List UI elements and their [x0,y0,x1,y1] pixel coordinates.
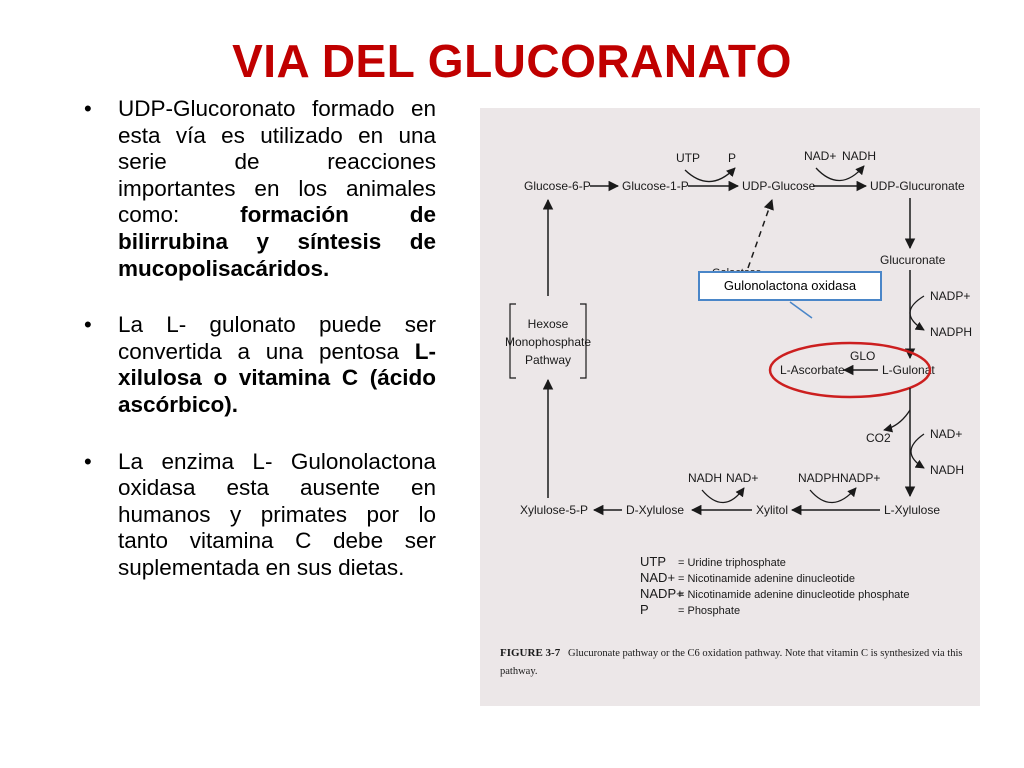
node-glucuronate: Glucuronate [880,253,946,267]
cofactor-nadh-right: NADH [930,463,965,477]
node-l-xylulose: L-Xylulose [884,503,941,517]
slide-title: VIA DEL GLUCORANATO [232,35,792,87]
cofactor-nadph-right: NADPH [930,325,973,339]
node-d-xylulose: D-Xylulose [626,503,685,517]
node-l-ascorbate: L-Ascorbate [780,363,845,377]
cofactor-nad-bottom: NAD+ [726,471,759,485]
bullet-3-text: La enzima L- Gulonolactona oxidasa esta ausente en humanos y primates por lo tanto vitamina C debe ser suplementada en sus dietas. [118,448,436,580]
hmp-label-line3: Pathway [524,353,572,367]
node-xylitol: Xylitol [756,503,789,517]
node-l-gulonate: L-Gulonat [882,363,935,377]
cofactor-co2: CO2 [866,431,891,445]
bullet-2-text: La L- gulonato puede ser convertida a una pentosa [118,312,436,364]
legend-abbr-3: P [640,602,649,617]
legend-abbr-1: NAD+ [640,570,676,585]
cofactor-nadp-right: NADP+ [930,289,971,303]
legend-abbr-2: NADP+ [640,586,684,601]
bullet-2-bold: L-xilulosa o vitamina C (ácido ascórbico). [118,338,436,417]
bullet-1-bold: formación de bilirrubina y síntesis de mucopolisacáridos. [118,202,436,281]
legend-def-1: = Nicotinamide adenine dinucleotide [678,573,856,585]
legend-def-0: = Uridine triphosphate [678,557,786,569]
hmp-label-line2: Monophosphate [504,335,592,349]
node-glucose-1-p: Glucose-1-P [622,179,689,193]
cofactor-nadh-top: NADH [842,149,877,163]
cofactor-nad-top: NAD+ [804,149,837,163]
node-udp-glucose: UDP-Glucose [742,179,816,193]
cofactor-nadph-bottom: NADPH [798,471,841,485]
cofactor-glo: GLO [850,349,876,363]
bullet-1-text: UDP-Glucoronato formado en esta vía es utilizado en una serie de reacciones importantes en los animales como: [118,96,436,228]
caption-label: FIGURE 3-7 [500,647,561,659]
legend-def-2: = Nicotinamide adenine dinucleotide phosphate [678,589,910,601]
cofactor-nad-right: NAD+ [930,427,963,441]
legend-abbr-0: UTP [640,554,666,569]
node-udp-glucuronate: UDP-Glucuronate [870,179,965,193]
node-glucose-6-p: Glucose-6-P [524,179,591,193]
legend-def-3: = Phosphate [678,605,741,617]
callout-gulonolactona-oxidasa: Gulonolactona oxidasa [698,271,882,301]
cofactor-utp: UTP [676,151,700,165]
node-xylulose-5-p: Xylulose-5-P [520,503,589,517]
caption-line2: pathway. [500,666,538,677]
caption-line1: Glucuronate pathway or the C6 oxidation pathway. Note that vitamin C is synthesized via this [568,648,963,659]
cofactor-p: P [728,151,737,165]
cofactor-nadh-bottom: NADH [688,471,723,485]
cofactor-nadp-bottom: NADP+ [840,471,881,485]
callout-pointer-line [790,302,812,318]
hmp-label-line1: Hexose [527,317,569,331]
